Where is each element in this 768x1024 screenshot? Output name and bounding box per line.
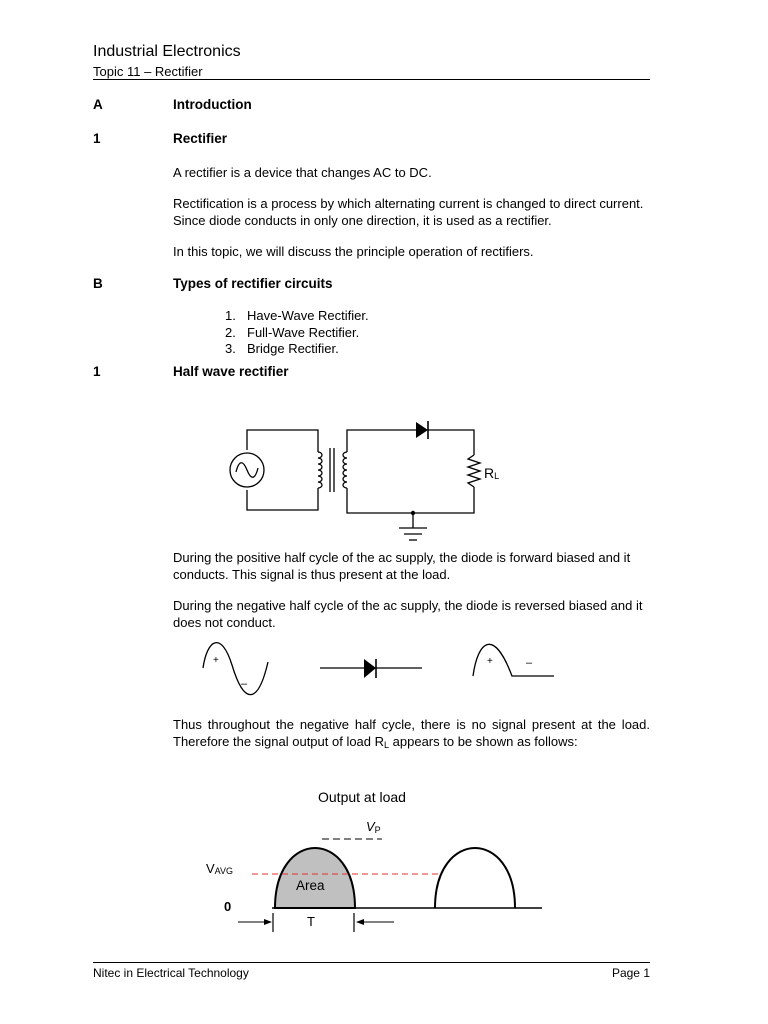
sine-icon — [236, 463, 258, 478]
secondary-coil-icon — [343, 452, 347, 488]
header-divider — [93, 79, 650, 80]
list-item: 1. Have-Wave Rectifier. — [225, 308, 369, 323]
section-b-letter: B — [93, 276, 103, 291]
section-b1-title: Half wave rectifier — [173, 364, 289, 379]
period-label: T — [307, 914, 315, 929]
svg-text:+: + — [487, 656, 493, 667]
graph-title: Output at load — [318, 789, 406, 805]
svg-text:VAVG: VAVG — [206, 861, 234, 876]
svg-text:–: – — [241, 678, 248, 690]
diode-icon — [416, 422, 428, 438]
primary-coil-icon — [318, 452, 322, 488]
half-wave-circuit-diagram — [220, 412, 520, 552]
section-a1-number: 1 — [93, 131, 101, 146]
paragraph-positive-cycle: During the positive half cycle of the ac supply, the diode is forward biased and it conducts. This signal is thus present at the load. — [173, 550, 631, 582]
footer-divider — [93, 962, 650, 963]
svg-text:+: + — [213, 655, 219, 666]
page-number: Page 1 — [611, 966, 650, 980]
document-title: Industrial Electronics — [93, 43, 241, 60]
section-b1-number: 1 — [93, 364, 101, 379]
document-subtitle: Topic 11 – Rectifier — [93, 64, 203, 79]
section-a-title: Introduction — [173, 97, 252, 112]
svg-text:–: – — [526, 657, 533, 669]
svg-text:0: 0 — [224, 899, 232, 914]
svg-text:RL: RL — [484, 465, 500, 481]
section-a1-title: Rectifier — [173, 131, 228, 146]
paragraph-output: Thus throughout the negative half cycle, there is no signal present at the load. Therefore the signal output of load $R_L$ appears to be shown as follows: — [173, 717, 650, 750]
section-a-letter: A — [93, 97, 103, 112]
section-b-title: Types of rectifier circuits — [173, 276, 333, 291]
waveform-illustration — [190, 628, 570, 706]
resistor-icon — [468, 455, 480, 487]
svg-text:VP: VP — [366, 819, 381, 835]
diode-icon — [364, 659, 376, 678]
input-sine-wave — [203, 643, 268, 695]
rectified-wave — [473, 644, 554, 676]
list-item: 3. Bridge Rectifier. — [225, 341, 339, 356]
paragraph-definition: A rectifier is a device that changes AC to DC. — [173, 165, 432, 180]
list-item: 2. Full-Wave Rectifier. — [225, 324, 360, 340]
area-label: Area — [296, 878, 325, 893]
paragraph-negative-cycle: During the negative half cycle of the ac supply, the diode is reversed biased and it does not conduct. — [173, 598, 643, 630]
rectifier-types-list — [225, 308, 369, 358]
second-pulse — [435, 848, 515, 908]
output-at-load-graph — [200, 785, 560, 935]
paragraph-rectification: Rectification is a process by which alternating current is changed to direct current. Since diode conducts in only one direction, it is used as a rectifier. — [173, 196, 644, 228]
paragraph-topic-intro: In this topic, we will discuss the principle operation of rectifiers. — [173, 244, 534, 259]
footer-course: Nitec in Electrical Technology — [93, 966, 249, 980]
